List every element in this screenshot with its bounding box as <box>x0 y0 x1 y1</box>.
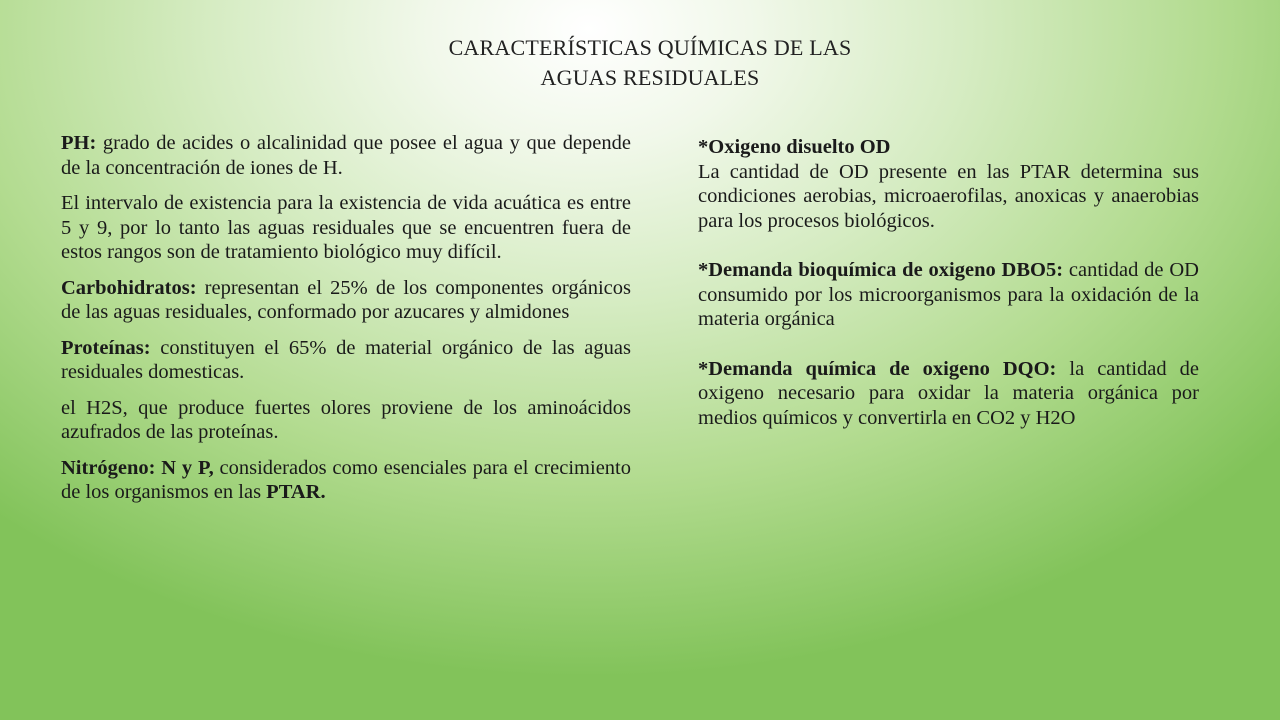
od-heading <box>698 135 1199 160</box>
dqo-paragraph <box>698 357 1199 431</box>
nitrogen-paragraph <box>61 456 631 505</box>
dbo-label: *Demanda bioquímica de oxigeno DBO5: <box>698 259 1064 281</box>
right-column <box>698 135 1199 430</box>
ph-paragraph <box>61 131 631 180</box>
dbo-text: cantidad de OD consumido por los microorganismos para la oxidación de la materia orgánica <box>698 259 1199 330</box>
od-paragraph: La cantidad de OD presente en las PTAR determina sus condiciones aerobias, microaerofilas, anoxicas y anaerobias para los procesos biológicos. <box>698 160 1199 232</box>
slide-title-line-2: AGUAS RESIDUALES <box>540 65 760 90</box>
nitrogen-label: Nitrógeno: N y P, <box>61 456 214 479</box>
od-label: *Oxigeno disuelto OD <box>698 136 891 158</box>
ph-label: PH: <box>61 132 97 154</box>
spacer <box>698 332 1199 357</box>
carbohydrates-paragraph <box>61 276 631 325</box>
dbo-paragraph <box>698 258 1199 332</box>
proteins-text: constituyen el 65% de material orgánico de las aguas residuales domesticas. <box>61 336 631 383</box>
left-column <box>61 131 631 516</box>
carbohydrates-text: representan el 25% de los componentes orgánicos de las aguas residuales, conformado por azucares y almidones <box>61 276 631 323</box>
spacer <box>698 233 1199 258</box>
ph-text: grado de acides o alcalinidad que posee el agua y que depende de la concentración de iones de H. <box>61 132 631 179</box>
h2s-paragraph: el H2S, que produce fuertes olores proviene de los aminoácidos azufrados de las proteínas. <box>61 396 631 443</box>
proteins-paragraph <box>61 336 631 385</box>
nitrogen-text: considerados como esenciales para el crecimiento de los organismos en las <box>61 456 631 503</box>
slide-title-line-1: CARACTERÍSTICAS QUÍMICAS DE LAS <box>448 35 852 60</box>
nitrogen-end: PTAR. <box>266 481 326 503</box>
proteins-label: Proteínas: <box>61 336 151 359</box>
dqo-label: *Demanda química de oxigeno DQO: <box>698 357 1057 380</box>
interval-paragraph: El intervalo de existencia para la existencia de vida acuática es entre 5 y 9, por lo tanto las aguas residuales que se encuentren fuera de estos rangos son de tratamiento biológico muy difícil. <box>61 192 631 263</box>
carbohydrates-label: Carbohidratos: <box>61 276 197 299</box>
slide-title <box>330 33 970 93</box>
dqo-text: la cantidad de oxigeno necesario para oxidar la materia orgánica por medios químicos y convertirla en CO2 y H2O <box>698 357 1199 429</box>
